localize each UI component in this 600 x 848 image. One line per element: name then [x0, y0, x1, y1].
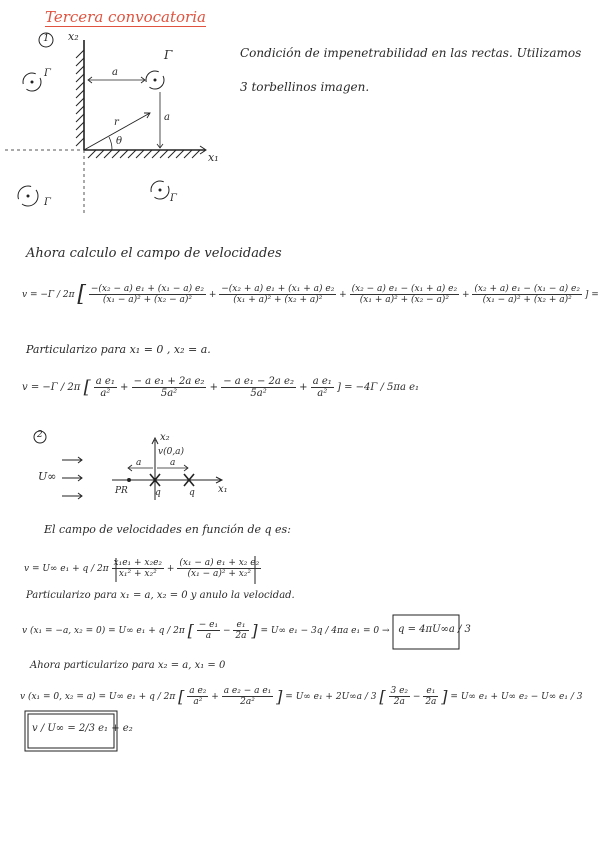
note-line-2: 3 torbellinos imagen.	[240, 80, 370, 94]
label-q-2: q	[189, 488, 195, 498]
final-result: v / U∞ = 2/3 e₁ + e₂	[32, 723, 133, 734]
dimension-a-vertical: a	[164, 112, 170, 123]
page-title: Tercera convocatoria	[45, 8, 206, 26]
zero-velocity-equation: v (x₁ = −a, x₂ = 0) = U∞ e₁ + q / 2π [ $\frac{\text{− e₁}}{a}$ − $\frac{\text{e₁}}{2a}$ ] = U∞ e₁ − 3q / 4πa e₁ = 0 →	[22, 620, 390, 641]
gamma-top-right: Γ	[164, 48, 173, 62]
axis-x1-label-2: x₁	[218, 484, 228, 495]
eq-term-4: $\frac{\text{(x₂ + a) e₁ − (x₁ − a) e₂}}{\text{(x₁ − a)² + (x₂ + a)²}}$	[474, 284, 580, 305]
gamma-bottom-left: Γ	[44, 197, 51, 208]
label-r: r	[114, 117, 119, 128]
dimension-a-left: a	[136, 458, 142, 468]
part3-heading: Ahora particularizo para x₂ = a, x₁ = 0	[30, 660, 226, 671]
field-heading: El campo de velocidades en función de q es:	[44, 523, 291, 536]
q-result: q = 4πU∞a / 3	[398, 624, 471, 635]
label-pr: PR	[115, 486, 128, 496]
gamma-bottom-right: Γ	[170, 193, 177, 204]
particular-heading: Particularizo para x₁ = 0 , x₂ = a.	[26, 343, 211, 356]
dimension-a-right: a	[170, 458, 176, 468]
eq-term-2: $\frac{\text{−(x₂ + a) e₁ + (x₁ + a) e₂}}{\text{(x₁ + a)² + (x₂ + a)²}}$	[221, 284, 335, 305]
axis-x2-label: x₂	[68, 30, 79, 43]
eq-term-1: $\frac{\text{−(x₂ − a) e₁ + (x₁ − a) e₂}}{\text{(x₁ − a)² + (x₂ − a)²}}$	[90, 284, 204, 305]
particular-equation: v = −Γ / 2π [ $\frac{\text{a e₁}}{\text{a²}}$ + $\frac{\text{− a e₁ + 2a e₂}}{\text{5a²}}$ + $\frac{\text{− a e₁ − 2a e₂}}{\text{5a²}}$ + $\frac{\text{a e₁}}{\text{a²}}$ ] = −4Γ / 5πa e₁	[22, 376, 420, 399]
problem-1-number: 1	[43, 33, 50, 44]
eq-prefix: v = −Γ / 2π	[22, 290, 75, 300]
label-theta: θ	[116, 136, 123, 147]
velocity-point-label: v(0,a)	[158, 447, 185, 457]
velocity-equation: v = −Γ / 2π [ $\frac{\text{−(x₂ − a) e₁ + (x₁ − a) e₂}}{\text{(x₁ − a)² + (x₂ − a)²}}$ + $\frac{\text{−(x₂ + a) e₁ + (x₁ + a) e₂}}{\text{(x₁ + a)² + (x₂ + a)²}}$ + $\frac{\text{(x₂ − a) e₁ − (x₁ + a) e₂}}{\text{(x₁ + a)² + (x₂ − a)²}}$ + $\frac{\text{(x₂ + a) e₁ − (x₁ − a) e₂}}{\text{(x₁ − a)² + (x₂ + a)²}}$ ] =	[22, 282, 599, 307]
velocity-point-equation: v (x₁ = 0, x₂ = a) = U∞ e₁ + q / 2π [ $\frac{\text{a e₂}}{\text{a²}}$ + $\frac{\text{a e₂ − a e₁}}{\text{2a²}}$ ] = U∞ e₁ + 2U∞a / 3 [ $\frac{\text{3 e₂}}{2a}$ − $\frac{\text{e₁}}{2a}$ ] = U∞ e₁ + U∞ e₂ − U∞ e₁ / 3	[20, 686, 583, 707]
part2-heading: Particularizo para x₁ = a, x₂ = 0 y anulo la velocidad.	[26, 590, 295, 601]
axis-x1-label: x₁	[208, 151, 219, 164]
wall-hatching-vertical	[76, 50, 84, 146]
source-field-equation: v = U∞ e₁ + q / 2π $\frac{\text{x₁e₁ + x₂e₂}}{\text{x₁² + x₂²}}$ + $\frac{\text{(x₁ − a) e₁ + x₂ e₂}}{\text{(x₁ − a)² + x₂²}}$	[24, 558, 260, 579]
velocity-heading: Ahora calculo el campo de velocidades	[26, 246, 282, 261]
wall-hatching-horizontal	[88, 150, 200, 158]
axis-x2-label-2: x₂	[160, 432, 170, 443]
eq-term-3: $\frac{\text{(x₂ − a) e₁ − (x₁ + a) e₂}}{\text{(x₁ + a)² + (x₂ − a)²}}$	[351, 284, 458, 305]
note-line-1: Condición de impenetrabilidad en las rectas. Utilizamos	[240, 46, 582, 60]
label-q-1: q	[155, 488, 161, 498]
dimension-a-horizontal: a	[112, 67, 118, 78]
flow-label: U∞	[38, 470, 57, 483]
gamma-top-left: Γ	[44, 68, 51, 79]
problem-2-number: 2	[37, 430, 43, 440]
